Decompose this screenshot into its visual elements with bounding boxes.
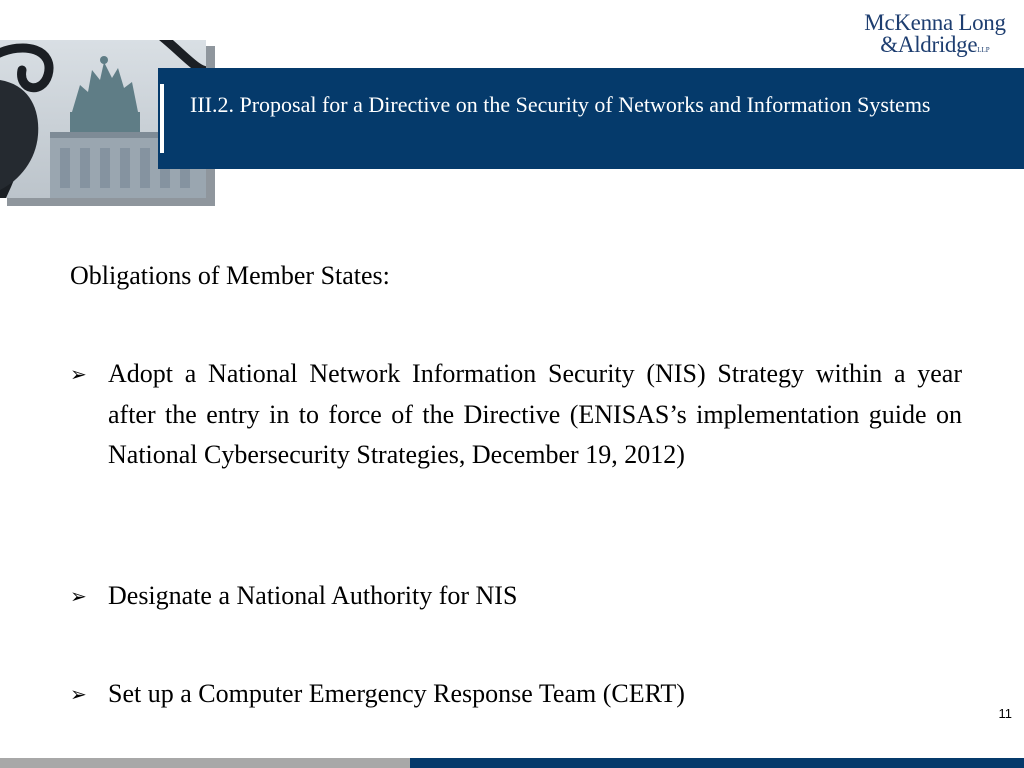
bullet-item xyxy=(70,576,962,617)
logo-llp: LLP xyxy=(977,46,990,54)
logo-line-2 xyxy=(860,34,1010,61)
page-number: 11 xyxy=(998,706,1012,721)
arrow-bullet-icon: ➢ xyxy=(70,584,87,608)
title-accent-bar xyxy=(160,84,164,153)
bullet-item xyxy=(70,354,962,476)
logo-line-1: McKenna Long xyxy=(864,10,1006,35)
footer-bar-grey xyxy=(0,758,410,768)
bullet-text: Set up a Computer Emergency Response Team (CERT) xyxy=(108,679,685,708)
bullet-item xyxy=(70,674,962,715)
bullet-text: Adopt a National Network Information Security (NIS) Strategy within a year after the entry in to force of the Directive (ENISAS’s implementation guide on National Cybersecurity Strategies, December 19, 2012) xyxy=(108,359,962,469)
section-heading: Obligations of Member States: xyxy=(70,261,390,290)
arrow-bullet-icon: ➢ xyxy=(70,682,87,706)
firm-logo xyxy=(860,12,1010,61)
arrow-bullet-icon: ➢ xyxy=(70,362,87,386)
logo-line-2-text: &Aldridge xyxy=(880,32,978,57)
bullet-text: Designate a National Authority for NIS xyxy=(108,581,518,610)
slide-title: III.2. Proposal for a Directive on the Security of Networks and Information Systems xyxy=(190,92,931,117)
footer-bar-navy xyxy=(410,758,1024,768)
